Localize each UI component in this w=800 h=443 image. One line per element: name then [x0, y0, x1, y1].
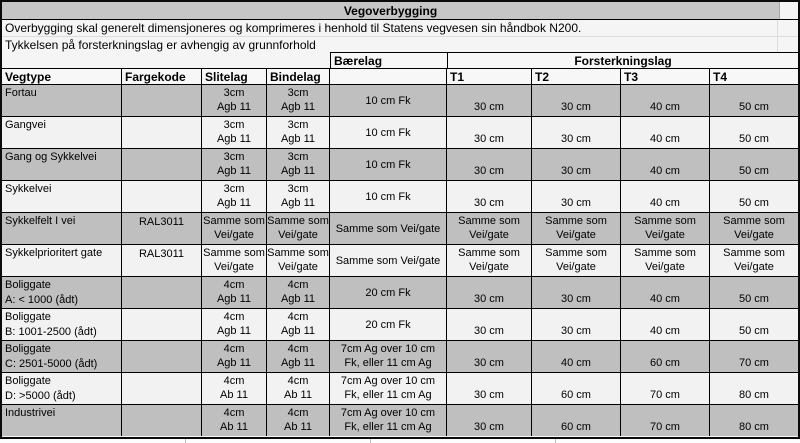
cell-t4 [710, 341, 798, 373]
cell-text: Fk, eller 11 cm Ag [344, 389, 432, 401]
column-header-fargekode: Fargekode [122, 69, 202, 84]
cell-text: 30 cm [474, 133, 504, 145]
column-header-t2: T2 [532, 69, 621, 84]
cell-t3 [621, 245, 710, 277]
cell-text: Vei/gate [645, 229, 685, 241]
cell-text: Samme som [634, 247, 696, 259]
cell-baerelag [330, 405, 447, 436]
cell-text: A: < 1000 (ådt) [5, 294, 79, 306]
cell-text: Vei/gate [734, 261, 774, 273]
cell-text: Vei/gate [734, 229, 774, 241]
cell-t2 [532, 405, 621, 436]
table-title-row [2, 2, 798, 20]
cell-text: Boliggate [5, 279, 51, 291]
cell-text: Fortau [5, 87, 37, 99]
cell-text: Samme som [458, 215, 520, 227]
cell-t2 [532, 213, 621, 245]
cell-text: Industrivei [5, 407, 56, 419]
cell-text: Sykkelvei [5, 183, 52, 195]
cell-t4 [710, 373, 798, 405]
cell-text: Agb 11 [216, 293, 252, 305]
cell-bindelag [267, 245, 330, 277]
cell-text: 7cm Ag over 10 cm [340, 343, 436, 355]
cell-t2 [532, 245, 621, 277]
cell-text: 50 cm [739, 165, 769, 177]
cell-text: 4cm [287, 407, 309, 419]
cell-text: Agb 11 [280, 133, 316, 145]
cell-text: Ab 11 [284, 389, 312, 401]
cell-text: Agb 11 [280, 325, 316, 337]
cell-text: 10 cm Fk [365, 126, 411, 139]
cell-t2 [532, 149, 621, 181]
cell-text: Agb 11 [216, 357, 252, 369]
cell-t3 [621, 373, 710, 405]
cell-bindelag [267, 341, 330, 373]
column-header-t3: T3 [621, 69, 710, 84]
cell-bindelag [267, 149, 330, 181]
cell-text: 30 cm [561, 293, 591, 305]
cell-fargekode [122, 309, 202, 341]
cell-t3 [621, 405, 710, 436]
cell-text: Agb 11 [216, 197, 252, 209]
cell-bindelag [267, 85, 330, 117]
column-header-bindelag: Bindelag [267, 69, 330, 84]
cell-slitelag [202, 117, 267, 149]
cell-fargekode [122, 181, 202, 213]
cell-t4 [710, 309, 798, 341]
cell-text: Samme som [723, 247, 785, 259]
data-rows [2, 85, 798, 437]
cell-fargekode [122, 405, 202, 436]
cell-text: Agb 11 [280, 293, 316, 305]
cell-t4 [710, 277, 798, 309]
cell-t3 [621, 213, 710, 245]
cell-slitelag [202, 85, 267, 117]
cell-text: 20 cm Fk [365, 286, 411, 299]
cell-text: Samme som [203, 247, 265, 259]
cell-text: 4cm [287, 279, 309, 291]
cell-text: 4cm [223, 343, 245, 355]
cell-vegtype [2, 245, 122, 277]
cell-text: Agb 11 [280, 101, 316, 113]
cell-slitelag [202, 309, 267, 341]
gridline-vertical [777, 20, 778, 52]
cell-text: Gang og Sykkelvei [5, 151, 97, 163]
cell-baerelag [330, 181, 447, 213]
header-blank-cell [2, 52, 330, 68]
cell-fargekode [122, 373, 202, 405]
cell-text: Vei/gate [556, 261, 596, 273]
cell-text: 30 cm [561, 325, 591, 337]
column-header-slitelag: Slitelag [202, 69, 267, 84]
cell-text: 50 cm [739, 293, 769, 305]
cell-text: Boliggate [5, 375, 51, 387]
cell-bindelag [267, 117, 330, 149]
cell-text: 30 cm [474, 197, 504, 209]
cell-text: 4cm [287, 311, 309, 323]
cell-text: 10 cm Fk [365, 190, 411, 203]
cell-fargekode [122, 245, 202, 277]
cell-t4 [710, 85, 798, 117]
cell-t4 [710, 181, 798, 213]
cell-t1 [447, 277, 532, 309]
cell-text: 3cm [223, 87, 245, 99]
cell-text: 3cm [287, 87, 309, 99]
header-baerelag: Bærelag [330, 52, 447, 68]
cell-text: Ab 11 [284, 421, 312, 433]
cell-text: Vei/gate [645, 261, 685, 273]
cell-t1 [447, 181, 532, 213]
cell-fargekode [122, 149, 202, 181]
cell-text: RAL3011 [138, 216, 185, 228]
cell-text: 10 cm Fk [365, 94, 411, 107]
cell-vegtype [2, 213, 122, 245]
cell-bindelag [267, 405, 330, 436]
column-header-t4: T4 [713, 69, 728, 84]
cell-slitelag [202, 405, 267, 436]
cell-vegtype [2, 149, 122, 181]
cell-t1 [447, 213, 532, 245]
sheet-bottom-sliver [0, 439, 800, 443]
cell-text: 30 cm [474, 325, 504, 337]
cell-vegtype [2, 181, 122, 213]
cell-text: 50 cm [739, 101, 769, 113]
cell-baerelag [330, 213, 447, 245]
cell-fargekode [122, 85, 202, 117]
cell-text: Samme som [545, 247, 607, 259]
cell-text: 30 cm [474, 293, 504, 305]
cell-text: Vei/gate [214, 261, 254, 273]
cell-text: D: >5000 (ådt) [5, 390, 76, 402]
cell-t3 [621, 277, 710, 309]
cell-bindelag [267, 213, 330, 245]
cell-text: Samme som [267, 215, 329, 227]
cell-text: 4cm [223, 375, 245, 387]
cell-vegtype [2, 309, 122, 341]
cell-text: 10 cm Fk [365, 158, 411, 171]
cell-t4 [710, 213, 798, 245]
cell-text: 4cm [287, 343, 309, 355]
cell-text: Vei/gate [278, 261, 318, 273]
cell-text: Boliggate [5, 343, 51, 355]
column-header-row [2, 68, 798, 85]
cell-text: 30 cm [474, 165, 504, 177]
cell-text: Samme som [545, 215, 607, 227]
cell-t1 [447, 405, 532, 436]
cell-t1 [447, 117, 532, 149]
cell-text: 40 cm [650, 197, 680, 209]
cell-text: 60 cm [561, 389, 591, 401]
cell-text: Fk, eller 11 cm Ag [344, 357, 432, 369]
cell-fargekode [122, 213, 202, 245]
cell-text: 40 cm [650, 325, 680, 337]
cell-text: 30 cm [474, 421, 504, 433]
cell-vegtype [2, 341, 122, 373]
cell-text: Samme som [203, 215, 265, 227]
cell-text: 30 cm [474, 389, 504, 401]
cell-text: Vei/gate [556, 229, 596, 241]
notes-section [2, 20, 798, 52]
cell-text: C: 2501-5000 (ådt) [5, 358, 98, 370]
cell-text: 80 cm [739, 421, 769, 433]
cell-bindelag [267, 309, 330, 341]
cell-t2 [532, 373, 621, 405]
cell-text: Vei/gate [278, 229, 318, 241]
cell-slitelag [202, 277, 267, 309]
note-line-2: Tykkelsen på forsterkningslag er avhengig av grunnforhold [5, 37, 316, 52]
cell-text: Fk, eller 11 cm Ag [344, 421, 432, 433]
cell-text: 40 cm [650, 101, 680, 113]
cell-text: 60 cm [650, 357, 680, 369]
cell-slitelag [202, 149, 267, 181]
cell-text: Agb 11 [216, 165, 252, 177]
cell-t1 [447, 309, 532, 341]
cell-text: Agb 11 [216, 133, 252, 145]
title-spacer-cell [779, 2, 798, 19]
cell-baerelag [330, 85, 447, 117]
cell-text: 30 cm [474, 357, 504, 369]
cell-text: 50 cm [739, 197, 769, 209]
cell-text: 40 cm [650, 165, 680, 177]
cell-t3 [621, 341, 710, 373]
cell-text: 40 cm [650, 133, 680, 145]
cell-text: 50 cm [739, 325, 769, 337]
cell-baerelag [330, 277, 447, 309]
cell-text: 30 cm [561, 101, 591, 113]
cell-text: Vei/gate [214, 229, 254, 241]
cell-t2 [532, 341, 621, 373]
cell-text: 3cm [223, 183, 245, 195]
cell-text: 40 cm [561, 357, 591, 369]
cell-t3 [621, 117, 710, 149]
cell-baerelag [330, 373, 447, 405]
cell-text: 60 cm [561, 421, 591, 433]
cell-text: 50 cm [739, 133, 769, 145]
cell-text: 70 cm [650, 421, 680, 433]
cell-fargekode [122, 277, 202, 309]
cell-slitelag [202, 181, 267, 213]
cell-slitelag [202, 341, 267, 373]
cell-text: 3cm [287, 183, 309, 195]
cell-bindelag [267, 373, 330, 405]
cell-text: 3cm [287, 151, 309, 163]
cell-text: 4cm [223, 407, 245, 419]
cell-t2 [532, 85, 621, 117]
cell-t2 [532, 309, 621, 341]
cell-text: Samme som [267, 247, 329, 259]
cell-text: 30 cm [561, 165, 591, 177]
cell-fargekode [122, 117, 202, 149]
cell-text: 20 cm Fk [365, 318, 411, 331]
cell-text: 70 cm [650, 389, 680, 401]
cell-t1 [447, 149, 532, 181]
cell-t1 [447, 341, 532, 373]
cell-text: Gangvei [5, 119, 46, 131]
cell-t3 [621, 149, 710, 181]
cell-text: 40 cm [650, 293, 680, 305]
cell-text: Agb 11 [280, 357, 316, 369]
header-group-row [2, 52, 798, 68]
cell-text: Boliggate [5, 311, 51, 323]
cell-text: 30 cm [561, 133, 591, 145]
cell-text: 7cm Ag over 10 cm [340, 407, 436, 419]
cell-vegtype [2, 405, 122, 436]
cell-t4 [710, 245, 798, 277]
header-forsterkningslag: Forsterkningslag [447, 52, 798, 68]
cell-bindelag [267, 181, 330, 213]
table-title: Vegoverbygging [2, 2, 779, 19]
cell-text: Agb 11 [216, 325, 252, 337]
cell-text: 30 cm [474, 101, 504, 113]
cell-text: Samme som [458, 247, 520, 259]
cell-text: 80 cm [739, 389, 769, 401]
cell-text: 3cm [223, 151, 245, 163]
cell-t2 [532, 277, 621, 309]
cell-text: Ab 11 [220, 421, 248, 433]
cell-text: 7cm Ag over 10 cm [340, 375, 436, 387]
cell-text: Agb 11 [280, 197, 316, 209]
cell-t3 [621, 85, 710, 117]
cell-vegtype [2, 85, 122, 117]
cell-t1 [447, 373, 532, 405]
cell-baerelag [330, 341, 447, 373]
cell-text: Sykkelprioritert gate [5, 247, 103, 259]
cell-t3 [621, 309, 710, 341]
cell-text: Samme som Vei/gate [335, 254, 441, 267]
cell-t1 [447, 245, 532, 277]
cell-slitelag [202, 245, 267, 277]
cell-text: 3cm [287, 119, 309, 131]
cell-baerelag [330, 245, 447, 277]
cell-text: Agb 11 [216, 101, 252, 113]
cell-t2 [532, 117, 621, 149]
cell-text: Samme som [723, 215, 785, 227]
cell-baerelag [330, 309, 447, 341]
cell-t4 [710, 149, 798, 181]
cell-text: Samme som [634, 215, 696, 227]
gridline-tick [185, 439, 186, 443]
column-header-vegtype: Vegtype [2, 69, 122, 84]
cell-vegtype [2, 373, 122, 405]
cell-text: 70 cm [739, 357, 769, 369]
gridline-tick [370, 439, 371, 443]
cell-fargekode [122, 341, 202, 373]
cell-text: Vei/gate [469, 229, 509, 241]
cell-t1 [447, 85, 532, 117]
cell-text: 4cm [223, 311, 245, 323]
column-header-baerelag-blank [330, 69, 447, 84]
cell-t4 [710, 117, 798, 149]
cell-slitelag [202, 213, 267, 245]
column-header-t1: T1 [447, 69, 532, 84]
cell-t2 [532, 181, 621, 213]
cell-vegtype [2, 117, 122, 149]
cell-baerelag [330, 117, 447, 149]
cell-text: Samme som Vei/gate [335, 222, 441, 235]
cell-text: 4cm [223, 279, 245, 291]
cell-text: 30 cm [561, 197, 591, 209]
cell-text: Sykkelfelt I vei [5, 215, 76, 227]
cell-text: 4cm [287, 375, 309, 387]
cell-text: RAL3011 [138, 248, 185, 260]
cell-bindelag [267, 277, 330, 309]
gridline-tick [555, 439, 556, 443]
cell-baerelag [330, 149, 447, 181]
cell-text: 3cm [223, 119, 245, 131]
note-line-1: Overbygging skal generelt dimensjoneres og komprimeres i henhold til Statens vegvesen sin håndbok N200. [2, 20, 798, 37]
cell-vegtype [2, 277, 122, 309]
cell-text: Ab 11 [220, 389, 248, 401]
cell-slitelag [202, 373, 267, 405]
cell-text: Agb 11 [280, 165, 316, 177]
cell-text: Vei/gate [469, 261, 509, 273]
cell-text: B: 1001-2500 (ådt) [5, 326, 97, 338]
cell-t4 [710, 405, 798, 436]
cell-t3 [621, 181, 710, 213]
